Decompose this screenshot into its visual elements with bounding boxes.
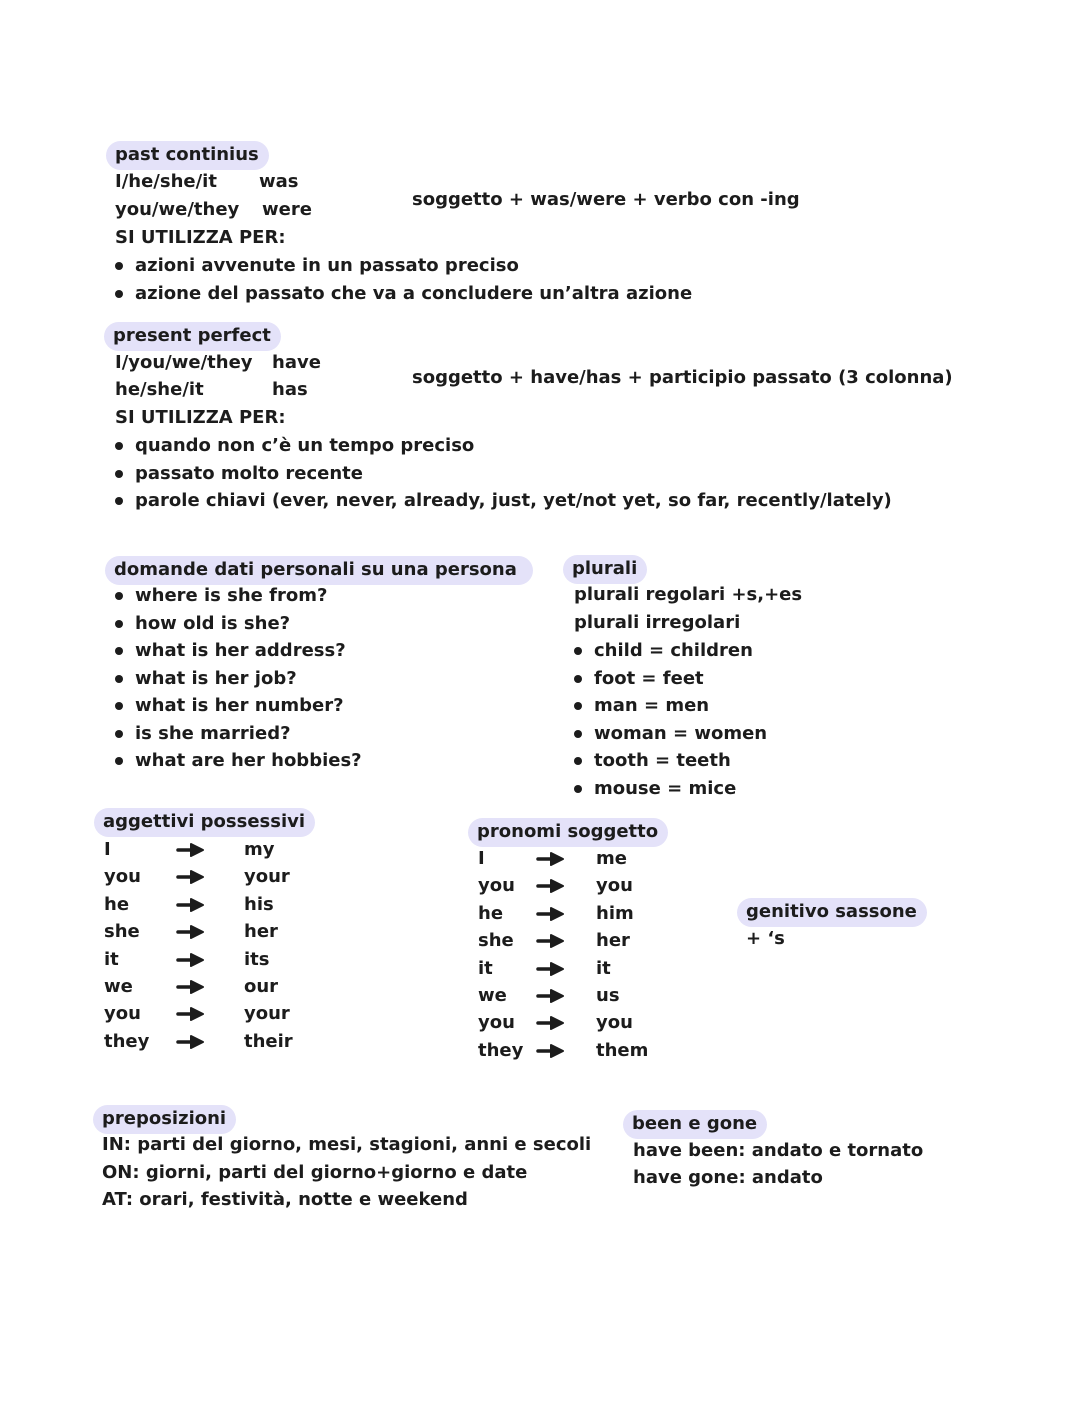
pronoun-subject: they	[104, 1030, 150, 1052]
list-item: what is her job?	[115, 665, 362, 693]
possessive-adjectives-title: aggettivi possessivi	[94, 808, 315, 837]
table-row	[104, 891, 324, 918]
pronoun-result: me	[596, 848, 627, 869]
right-arrow-icon	[176, 1006, 206, 1022]
pronoun-subject: he	[104, 893, 130, 915]
been-gone-line-2: have gone: andato	[633, 1167, 823, 1188]
list-item: is she married?	[115, 720, 362, 748]
table-row	[478, 955, 678, 982]
list-item: passato molto recente	[115, 460, 892, 488]
list-item: child = children	[574, 637, 767, 665]
pronoun-result: you	[596, 1012, 633, 1034]
pronoun-result: his	[244, 893, 274, 915]
been-gone-title: been e gone	[623, 1110, 767, 1139]
pronoun-result: them	[596, 1039, 649, 1061]
table-row	[478, 1037, 678, 1064]
table-row	[478, 927, 678, 954]
list-item: man = men	[574, 692, 767, 720]
right-arrow-icon	[536, 988, 566, 1004]
right-arrow-icon	[176, 842, 206, 858]
present-perfect-title: present perfect	[104, 322, 281, 351]
right-arrow-icon	[176, 952, 206, 968]
right-arrow-icon	[536, 933, 566, 949]
pronoun-subject: it	[104, 948, 119, 970]
pronoun-subject: it	[478, 957, 493, 979]
table-row	[104, 918, 324, 945]
list-item: where is she from?	[115, 582, 362, 610]
pronoun-subject: they	[478, 1039, 524, 1061]
table-row	[478, 1009, 678, 1036]
present-perfect-usage-list	[115, 432, 892, 515]
pronoun-result: our	[244, 976, 279, 997]
list-item: azioni avvenute in un passato preciso	[115, 252, 692, 280]
pronoun-subject: she	[104, 921, 140, 943]
pronoun-subject: you	[478, 1012, 515, 1034]
pronoun-result: her	[596, 930, 630, 952]
pronoun-result: my	[244, 839, 275, 860]
pronoun-result: your	[244, 1003, 290, 1025]
pronoun-result: your	[244, 866, 290, 888]
plurals-irregular-list	[574, 637, 767, 802]
pronoun-subject: she	[478, 930, 514, 952]
list-item: what are her hobbies?	[115, 747, 362, 775]
right-arrow-icon	[536, 961, 566, 977]
present-perfect-verb-2: has	[272, 379, 308, 400]
pronoun-result: its	[244, 948, 270, 970]
past-continuous-subject-1: I/he/she/it	[115, 171, 217, 192]
present-perfect-verb-1: have	[272, 352, 321, 373]
past-continuous-usage-label: SI UTILIZZA PER:	[115, 227, 286, 248]
table-row	[104, 863, 324, 890]
prepositions-line-in: IN: parti del giorno, mesi, stagioni, anni e secoli	[102, 1134, 592, 1155]
prepositions-line-on: ON: giorni, parti del giorno+giorno e date	[102, 1162, 528, 1183]
right-arrow-icon	[176, 979, 206, 995]
past-continuous-usage-list	[115, 252, 692, 307]
subject-pronouns-title: pronomi soggetto	[468, 818, 668, 847]
past-continuous-verb-1: was	[259, 171, 299, 192]
present-perfect-subject-1: I/you/we/they	[115, 352, 253, 373]
table-row	[104, 1000, 324, 1027]
list-item: mouse = mice	[574, 775, 767, 803]
saxon-genitive-title: genitivo sassone	[737, 898, 927, 927]
present-perfect-formula: soggetto + have/has + participio passato (3 colonna)	[412, 367, 953, 388]
saxon-genitive-rule: + ‘s	[746, 928, 785, 949]
list-item: azione del passato che va a concludere un’altra azione	[115, 280, 692, 308]
personal-questions-title: domande dati personali su una persona	[105, 556, 533, 585]
list-item: foot = feet	[574, 665, 767, 693]
right-arrow-icon	[176, 897, 206, 913]
been-gone-line-1: have been: andato e tornato	[633, 1140, 924, 1161]
table-row	[104, 836, 324, 863]
past-continuous-title: past continius	[106, 141, 269, 170]
pronoun-subject: I	[104, 839, 111, 860]
pronoun-result: it	[596, 957, 611, 979]
pronoun-result: her	[244, 921, 278, 943]
personal-questions-list	[115, 582, 362, 775]
list-item: how old is she?	[115, 610, 362, 638]
pronoun-result: you	[596, 875, 633, 897]
right-arrow-icon	[536, 1043, 566, 1059]
past-continuous-verb-2: were	[262, 199, 312, 220]
pronoun-subject: you	[478, 875, 515, 897]
right-arrow-icon	[536, 851, 566, 867]
list-item: woman = women	[574, 720, 767, 748]
pronoun-subject: he	[478, 902, 504, 924]
table-row	[104, 1028, 324, 1055]
table-row	[104, 973, 324, 1000]
past-continuous-formula: soggetto + was/were + verbo con -ing	[412, 189, 800, 210]
pronoun-subject: we	[478, 985, 507, 1006]
table-row	[478, 872, 678, 899]
present-perfect-subject-2: he/she/it	[115, 379, 204, 400]
list-item: quando non c’è un tempo preciso	[115, 432, 892, 460]
table-row	[478, 900, 678, 927]
list-item: what is her number?	[115, 692, 362, 720]
pronoun-subject: you	[104, 866, 141, 888]
plurals-title: plurali	[563, 555, 647, 584]
prepositions-line-at: AT: orari, festività, notte e weekend	[102, 1189, 468, 1210]
prepositions-title: preposizioni	[93, 1105, 236, 1134]
plurals-irregular-label: plurali irregolari	[574, 612, 741, 633]
right-arrow-icon	[176, 924, 206, 940]
list-item: parole chiavi (ever, never, already, just, yet/not yet, so far, recently/lately)	[115, 487, 892, 515]
table-row	[478, 982, 678, 1009]
right-arrow-icon	[536, 1015, 566, 1031]
pronoun-subject: you	[104, 1003, 141, 1025]
present-perfect-usage-label: SI UTILIZZA PER:	[115, 407, 286, 428]
pronoun-subject: we	[104, 976, 133, 997]
pronoun-result: their	[244, 1030, 293, 1052]
table-row	[478, 845, 678, 872]
right-arrow-icon	[176, 1034, 206, 1050]
pronoun-result: us	[596, 985, 620, 1006]
right-arrow-icon	[176, 869, 206, 885]
list-item: what is her address?	[115, 637, 362, 665]
right-arrow-icon	[536, 906, 566, 922]
table-row	[104, 946, 324, 973]
right-arrow-icon	[536, 878, 566, 894]
list-item: tooth = teeth	[574, 747, 767, 775]
plurals-regular: plurali regolari +s,+es	[574, 584, 803, 605]
pronoun-result: him	[596, 902, 634, 924]
past-continuous-subject-2: you/we/they	[115, 199, 240, 220]
pronoun-subject: I	[478, 848, 485, 869]
